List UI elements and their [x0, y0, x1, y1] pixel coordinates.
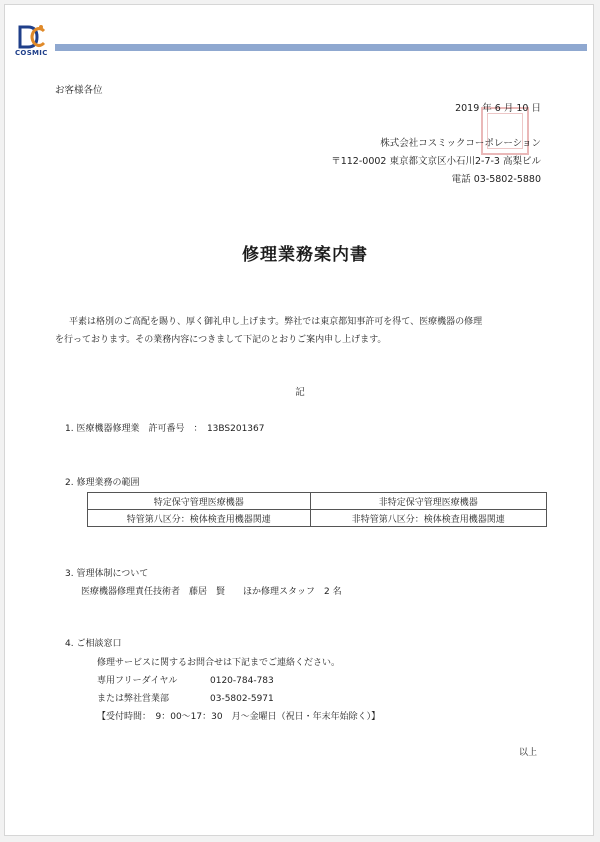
section-4-heading: 4. ご相談窓口: [65, 639, 122, 649]
table-cell: 非特定保守管理医療機器: [310, 493, 546, 510]
office-number: 03-5802-5971: [210, 694, 274, 704]
office-label: または弊社営業部: [97, 694, 170, 704]
reception-hours: 【受付時間： 9：00～17：30 月～金曜日（祝日・年末年始除く）】: [97, 712, 381, 722]
company-address: 〒112-0002 東京都文京区小石川2-7-3 高梨ビル: [331, 156, 541, 167]
section-3-heading: 3. 管理体制について: [65, 569, 149, 579]
table-row: [88, 510, 547, 527]
freedial-label: 専用フリーダイヤル: [97, 676, 178, 686]
document-page: [4, 4, 594, 836]
ki-marker: 記: [295, 387, 305, 398]
company-name: 株式会社コスミックコーポレーション: [380, 138, 541, 149]
recipient: お客様各位: [55, 85, 103, 96]
table-cell: 非特管第八区分：検体検査用機器関連: [310, 510, 546, 527]
section-1-license: 1. 医療機器修理業 許可番号 ： 13BS201367: [65, 424, 265, 434]
page-title: 修理業務案内書: [242, 245, 368, 265]
document-date: 2019 年 6 月 10 日: [455, 103, 541, 114]
table-cell: 特定保守管理医療機器: [88, 493, 311, 510]
section-2-heading: 2. 修理業務の範囲: [65, 478, 140, 488]
scope-table: [87, 492, 547, 527]
table-cell: 特管第八区分：検体検査用機器関連: [88, 510, 311, 527]
intro-line-1: 平素は格別のご高配を賜り、厚く御礼申し上げます。弊社では東京都知事許可を得て、医療機器の修理: [69, 317, 483, 327]
company-logo-text: COSMIC: [15, 49, 48, 57]
header-bar: [55, 44, 587, 51]
table-row: [88, 493, 547, 510]
intro-line-2: を行っております。その業務内容につきまして下記のとおりご案内申し上げます。: [55, 335, 387, 345]
closing-remark: 以上: [519, 748, 538, 758]
company-phone: 電話 03-5802-5880: [451, 174, 541, 185]
cosmic-logo-icon: [17, 23, 47, 51]
section-3-detail: 医療機器修理責任技術者 藤居 賢 ほか修理スタッフ 2 名: [81, 587, 342, 597]
freedial-number: 0120-784-783: [210, 676, 274, 686]
contact-intro: 修理サービスに関するお問合せは下記までご連絡ください。: [97, 658, 341, 668]
